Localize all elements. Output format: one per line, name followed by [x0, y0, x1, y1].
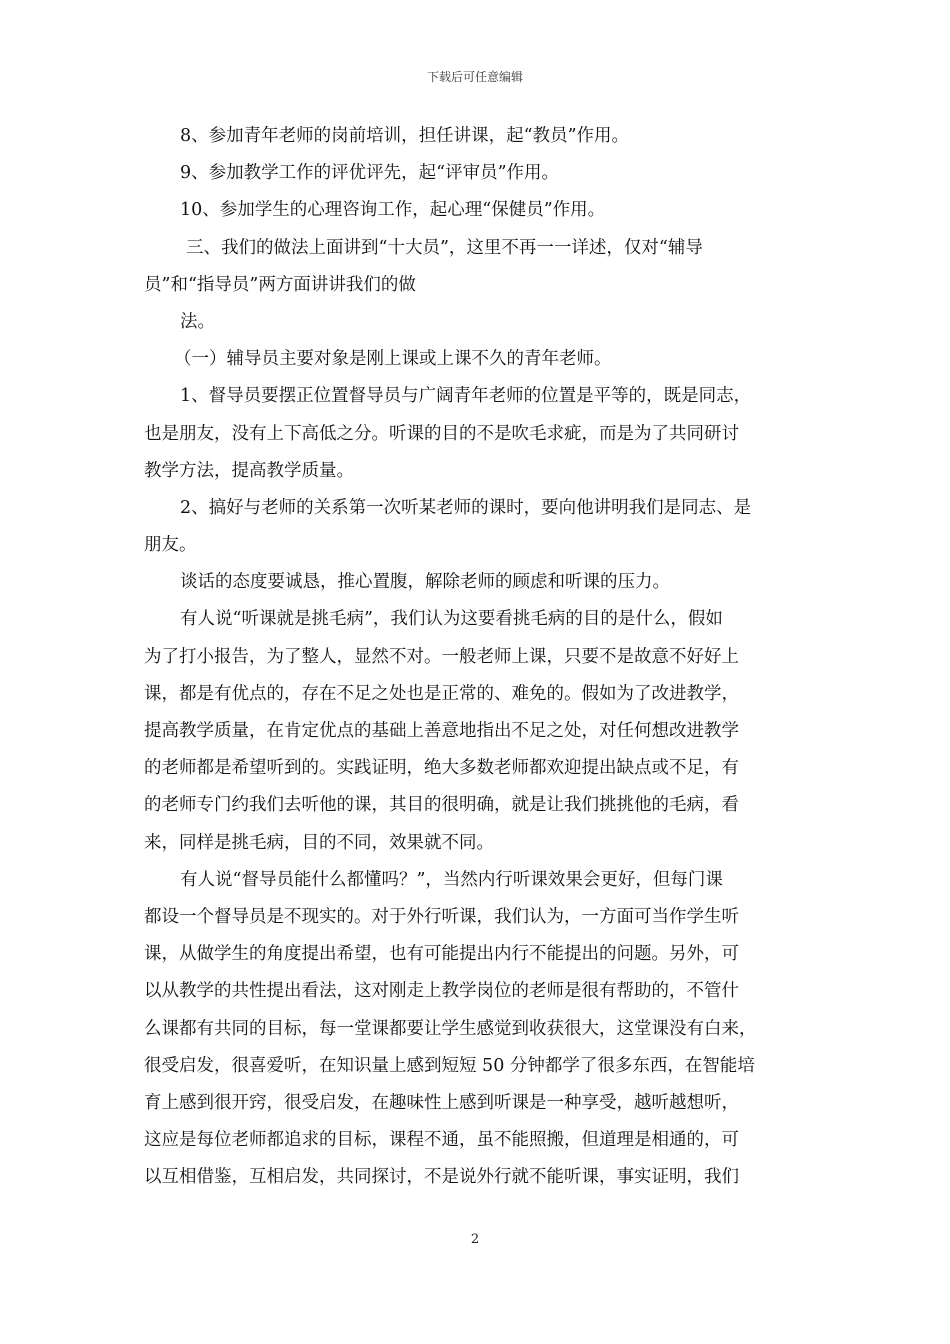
- text-line: 10、参加学生的心理咨询工作，起心理“保健员”作用。: [180, 200, 606, 221]
- text-line: 课，都是有优点的，存在不足之处也是正常的、难免的。假如为了改进教学，: [144, 683, 739, 704]
- text-line: 很受启发，很喜爱听，在知识量上感到短短 50 分钟都学了很多东西，在智能培: [144, 1055, 755, 1076]
- text-line: 谈话的态度要诚恳，推心置腹，解除老师的顾虑和听课的压力。: [180, 572, 670, 593]
- page-header: 下载后可任意编辑: [426, 70, 523, 84]
- text-line: 育上感到很开窍，很受启发，在趣味性上感到听课是一种享受，越听越想听，: [144, 1092, 739, 1113]
- text-line: 来，同样是挑毛病，目的不同，效果就不同。: [144, 832, 494, 853]
- text-line: 教学方法，提高教学质量。: [144, 460, 354, 481]
- text-line: 课，从做学生的角度提出希望，也有可能提出内行不能提出的问题。另外，可: [144, 944, 739, 965]
- text-line: 2、搞好与老师的关系第一次听某老师的课时，要向他讲明我们是同志、是: [180, 497, 752, 518]
- text-line: 有人说“听课就是挑毛病”，我们认为这要看挑毛病的目的是什么，假如: [180, 609, 723, 630]
- section-heading-line: 三、我们的做法上面讲到“十大员”，这里不再一一详述，仅对“辅导: [186, 237, 703, 258]
- text-line: 这应是每位老师都追求的目标，课程不通，虽不能照搬，但道理是相通的，可: [144, 1130, 739, 1151]
- text-line: 也是朋友，没有上下高低之分。听课的目的不是吹毛求疵，而是为了共同研讨: [144, 423, 739, 444]
- text-line: 有人说“督导员能什么都懂吗？”，当然内行听课效果会更好，但每门课: [180, 869, 723, 890]
- page-number: 2: [470, 1232, 480, 1247]
- subsection-heading-line: （一）辅导员主要对象是刚上课或上课不久的青年老师。: [174, 349, 612, 370]
- text-line: 朋友。: [144, 535, 197, 556]
- text-line: 的老师专门约我们去听他的课，其目的很明确，就是让我们挑挑他的毛病，看: [144, 795, 739, 816]
- text-line: 都设一个督导员是不现实的。对于外行听课，我们认为，一方面可当作学生听: [144, 906, 739, 927]
- text-line: 9、参加教学工作的评优评先，起“评审员”作用。: [180, 163, 560, 184]
- text-line: 么课都有共同的目标，每一堂课都要让学生感觉到收获很大，这堂课没有白来，: [144, 1018, 757, 1039]
- text-line: 为了打小报告，为了整人，显然不对。一般老师上课，只要不是故意不好好上: [144, 646, 739, 667]
- text-line: 员”和“指导员”两方面讲讲我们的做: [144, 274, 416, 295]
- text-line: 的老师都是希望听到的。实践证明，绝大多数老师都欢迎提出缺点或不足，有: [144, 758, 739, 779]
- text-line: 以从教学的共性提出看法，这对刚走上教学岗位的老师是很有帮助的，不管什: [144, 981, 739, 1002]
- text-line: 8、参加青年老师的岗前培训，担任讲课，起“教员”作用。: [180, 126, 630, 146]
- text-line: 以互相借鉴，互相启发，共同探讨，不是说外行就不能听课，事实证明，我们: [144, 1167, 739, 1188]
- text-line: 法。: [180, 311, 215, 332]
- text-line: 1、督导员要摆正位置督导员与广阔青年老师的位置是平等的，既是同志，: [180, 386, 752, 407]
- body-text: [144, 118, 809, 1196]
- text-line: 提高教学质量，在肯定优点的基础上善意地指出不足之处，对任何想改进教学: [144, 721, 739, 741]
